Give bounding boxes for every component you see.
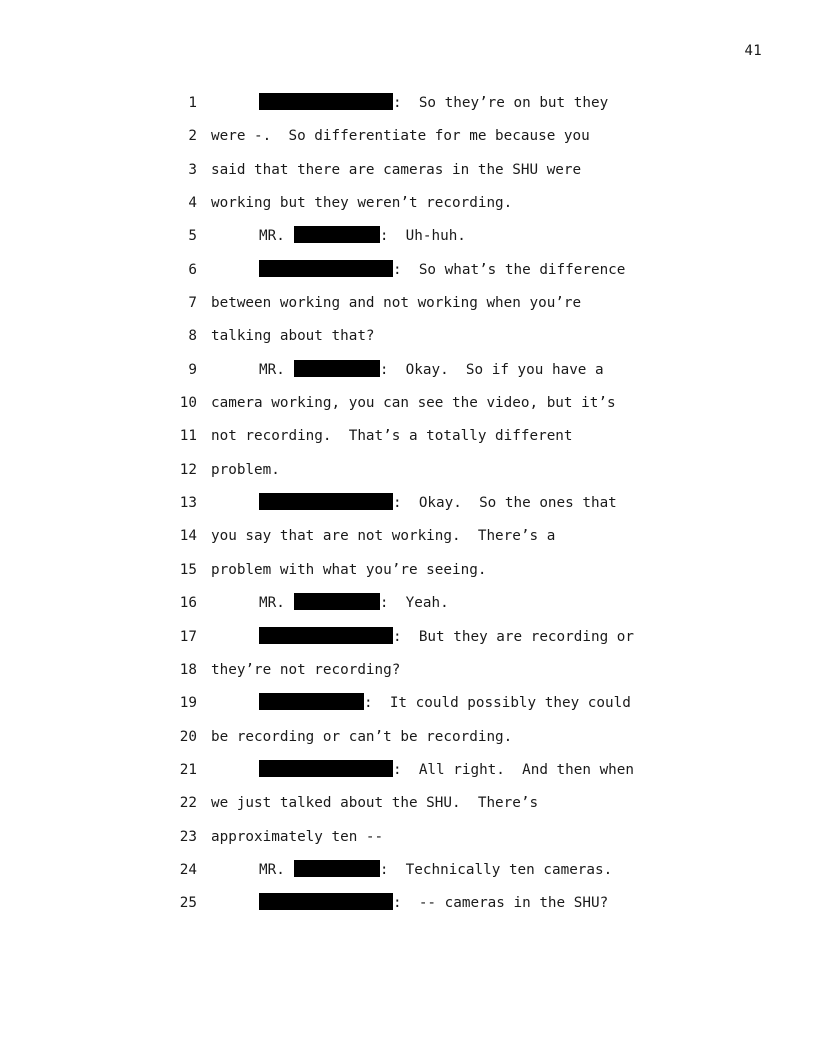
transcript-line bbox=[0, 754, 816, 787]
transcript-line bbox=[0, 854, 816, 887]
transcript-line bbox=[0, 554, 816, 587]
line-number: 11 bbox=[179, 428, 197, 445]
spoken-text: we just talked about the SHU. There’s bbox=[211, 795, 539, 812]
line-text bbox=[211, 787, 538, 820]
redaction-bar bbox=[294, 360, 380, 377]
line-number: 7 bbox=[188, 295, 197, 312]
line-number: 19 bbox=[179, 695, 197, 712]
line-text bbox=[211, 721, 512, 754]
transcript-line bbox=[0, 154, 816, 187]
speaker-prefix: MR. bbox=[259, 861, 285, 878]
spoken-text: you say that are not working. There’s a bbox=[211, 528, 556, 545]
transcript-line bbox=[0, 654, 816, 687]
page-number: 41 bbox=[744, 43, 762, 59]
spoken-text: : But they are recording or bbox=[393, 628, 635, 645]
line-text bbox=[211, 120, 590, 153]
line-number: 9 bbox=[188, 361, 197, 378]
line-text bbox=[211, 387, 616, 420]
transcript-line bbox=[0, 721, 816, 754]
line-number: 18 bbox=[179, 661, 197, 678]
line-number: 8 bbox=[188, 328, 197, 345]
redaction-bar bbox=[259, 260, 393, 277]
line-number: 10 bbox=[179, 395, 197, 412]
transcript-line bbox=[0, 254, 816, 287]
line-text bbox=[211, 654, 400, 687]
line-text bbox=[211, 821, 383, 854]
redaction-bar bbox=[294, 860, 380, 877]
line-number: 5 bbox=[188, 228, 197, 245]
speaker-prefix: MR. bbox=[259, 228, 285, 245]
spoken-text: not recording. That’s a totally different bbox=[211, 428, 573, 445]
redaction-bar bbox=[259, 493, 393, 510]
line-text bbox=[211, 420, 573, 453]
redaction-bar bbox=[294, 593, 380, 610]
line-number: 17 bbox=[179, 628, 197, 645]
line-number: 24 bbox=[179, 861, 197, 878]
transcript-line bbox=[0, 587, 816, 620]
spoken-text: : Yeah. bbox=[379, 595, 449, 612]
line-number: 4 bbox=[188, 195, 197, 212]
line-text bbox=[211, 320, 375, 353]
transcript-line bbox=[0, 220, 816, 253]
transcript-body bbox=[0, 87, 816, 921]
line-number: 22 bbox=[179, 795, 197, 812]
line-text bbox=[259, 687, 631, 720]
transcript-line bbox=[0, 87, 816, 120]
redaction-bar bbox=[259, 93, 393, 110]
line-number: 20 bbox=[179, 728, 197, 745]
line-number: 1 bbox=[188, 95, 197, 111]
line-text bbox=[259, 487, 617, 520]
spoken-text: be recording or can’t be recording. bbox=[211, 728, 513, 745]
line-text bbox=[259, 621, 634, 654]
spoken-text: problem with what you’re seeing. bbox=[211, 561, 487, 578]
transcript-line bbox=[0, 120, 816, 153]
line-number: 6 bbox=[188, 261, 197, 278]
redaction-bar bbox=[259, 893, 393, 910]
transcript-line bbox=[0, 420, 816, 453]
line-number: 14 bbox=[179, 528, 197, 545]
redaction-bar bbox=[259, 627, 393, 644]
redaction-bar bbox=[259, 693, 364, 710]
transcript-line bbox=[0, 887, 816, 920]
spoken-text: : Okay. So if you have a bbox=[379, 361, 604, 378]
spoken-text: : So they’re on but they bbox=[393, 95, 609, 111]
line-number: 2 bbox=[188, 128, 197, 145]
transcript-line bbox=[0, 287, 816, 320]
transcript-line bbox=[0, 354, 816, 387]
spoken-text: : It could possibly they could bbox=[364, 695, 631, 712]
transcript-line bbox=[0, 487, 816, 520]
transcript-line bbox=[0, 621, 816, 654]
spoken-text: : Okay. So the ones that bbox=[393, 495, 617, 512]
line-number: 13 bbox=[179, 495, 197, 512]
transcript-line bbox=[0, 320, 816, 353]
line-number: 15 bbox=[179, 561, 197, 578]
line-text bbox=[259, 587, 449, 620]
transcript-line bbox=[0, 454, 816, 487]
line-number: 16 bbox=[179, 595, 197, 612]
line-text bbox=[259, 87, 608, 120]
spoken-text: working but they weren’t recording. bbox=[211, 195, 513, 212]
transcript-line bbox=[0, 821, 816, 854]
line-text bbox=[211, 520, 555, 553]
line-text bbox=[259, 220, 466, 253]
spoken-text: they’re not recording? bbox=[211, 661, 401, 678]
spoken-text: : -- cameras in the SHU? bbox=[393, 895, 609, 912]
spoken-text: : So what’s the difference bbox=[393, 261, 626, 278]
line-text bbox=[259, 854, 612, 887]
spoken-text: between working and not working when you’re bbox=[211, 295, 582, 312]
line-text bbox=[259, 887, 608, 920]
redaction-bar bbox=[259, 760, 393, 777]
transcript-line bbox=[0, 387, 816, 420]
spoken-text: said that there are cameras in the SHU were bbox=[211, 161, 582, 178]
transcript-line bbox=[0, 520, 816, 553]
transcript-line bbox=[0, 687, 816, 720]
line-number: 23 bbox=[179, 828, 197, 845]
speaker-prefix: MR. bbox=[259, 595, 285, 612]
line-text bbox=[211, 187, 512, 220]
spoken-text: problem. bbox=[211, 461, 280, 478]
line-text bbox=[211, 287, 581, 320]
line-text bbox=[211, 154, 581, 187]
line-text bbox=[259, 354, 604, 387]
spoken-text: camera working, you can see the video, but it’s bbox=[211, 395, 616, 412]
line-number: 12 bbox=[179, 461, 197, 478]
line-text bbox=[211, 554, 486, 587]
line-text bbox=[259, 254, 625, 287]
line-number: 3 bbox=[188, 161, 197, 178]
line-number: 21 bbox=[179, 761, 197, 778]
transcript-line bbox=[0, 187, 816, 220]
spoken-text: : Uh-huh. bbox=[379, 228, 466, 245]
spoken-text: were -. So differentiate for me because you bbox=[211, 128, 590, 145]
redaction-bar bbox=[294, 226, 380, 243]
line-text bbox=[259, 754, 634, 787]
spoken-text: : Technically ten cameras. bbox=[379, 861, 613, 878]
transcript-line bbox=[0, 787, 816, 820]
speaker-prefix: MR. bbox=[259, 361, 285, 378]
spoken-text: : All right. And then when bbox=[393, 761, 635, 778]
line-number: 25 bbox=[179, 895, 197, 912]
line-text bbox=[211, 454, 280, 487]
spoken-text: talking about that? bbox=[211, 328, 375, 345]
spoken-text: approximately ten -- bbox=[211, 828, 384, 845]
